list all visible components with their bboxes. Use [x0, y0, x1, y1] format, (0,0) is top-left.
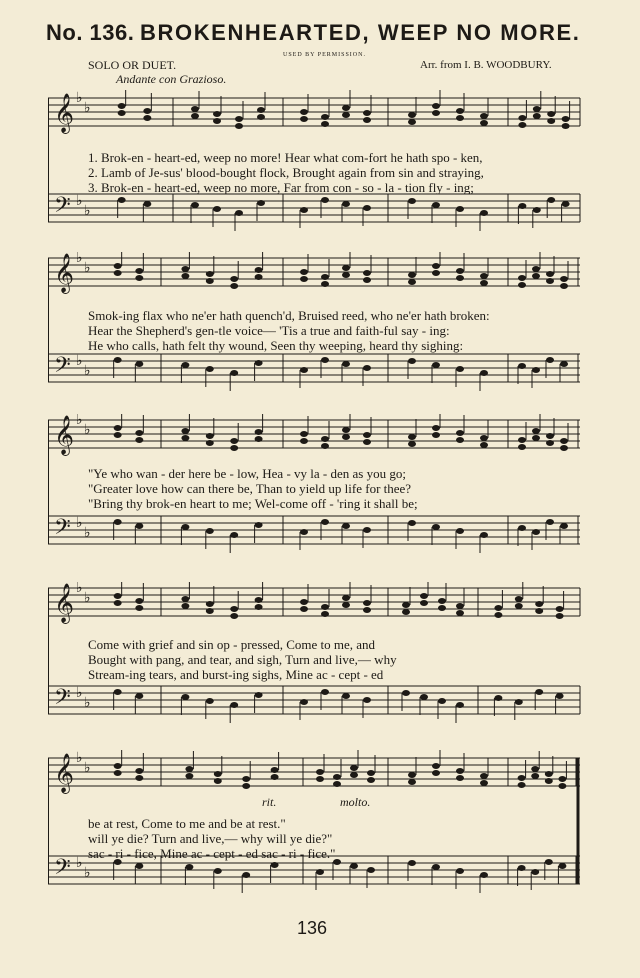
hymn-number: No. 136. [46, 20, 135, 45]
svg-text:♭: ♭ [76, 353, 83, 369]
svg-text:𝄢: 𝄢 [54, 855, 71, 885]
ritardando-marking: rit. [262, 795, 277, 809]
music-system-4 [48, 582, 584, 748]
lyric-line: Smok-ing flax who ne'er hath quench'd, Bruised reed, who ne'er hath broken: [88, 308, 490, 323]
arranger-credit: Arr. from I. B. WOODBURY. [420, 59, 552, 71]
svg-text:♭: ♭ [84, 590, 91, 606]
lyric-line: Bought with pang, and tear, and sigh, Turn and live,— why [88, 652, 397, 667]
svg-text:♭: ♭ [76, 685, 83, 701]
svg-text:♭: ♭ [76, 252, 83, 266]
lyric-line: 2. Lamb of Je-sus' blood-bought flock, Brought again from sin and straying, [88, 165, 484, 180]
svg-text:♭: ♭ [84, 260, 91, 276]
svg-text:♭: ♭ [84, 363, 91, 379]
svg-text:♭: ♭ [76, 414, 83, 428]
hymn-header [0, 12, 640, 52]
lyric-line: Stream-ing tears, and burst-ing sighs, Mine ac - cept - ed [88, 667, 384, 682]
lyric-line: be at rest, Come to me and be at rest." [88, 816, 286, 831]
svg-text:𝄞: 𝄞 [54, 583, 75, 623]
svg-text:♭: ♭ [84, 100, 91, 116]
svg-text:♭: ♭ [84, 422, 91, 438]
svg-text:𝄞: 𝄞 [54, 253, 75, 293]
lyric-line: sac - ri - fice, Mine ac - cept - ed sac - ri - fice." [88, 846, 336, 861]
lyric-line: Hear the Shepherd's gen-tle voice— 'Tis a true and faith-ful say - ing: [88, 323, 450, 338]
lyric-line: "Ye who wan - der here be - low, Hea - vy la - den as you go; [88, 466, 406, 481]
permission-note: USED BY PERMISSION. [283, 52, 366, 58]
lyric-line: Come with grief and sin op - pressed, Come to me, and [88, 637, 376, 652]
molto-marking: molto. [340, 795, 371, 809]
music-system-2 [48, 252, 584, 412]
svg-text:𝄞: 𝄞 [54, 753, 75, 793]
svg-text:♭: ♭ [84, 760, 91, 776]
svg-text:♭: ♭ [76, 855, 83, 871]
svg-text:𝄢: 𝄢 [54, 193, 71, 223]
lyric-line: 1. Brok-en - heart-ed, weep no more! Hear what com-fort he hath spo - ken, [88, 150, 483, 165]
svg-text:♭: ♭ [84, 865, 91, 881]
lyric-line: "Bring thy brok-en heart to me; Wel-come off - 'ring it shall be; [88, 496, 418, 511]
lyric-line: 3. Brok-en - heart-ed, weep no more, Far from con - so - la - tion fly - ing; [88, 180, 474, 195]
lyric-line: "Greater love how can there be, Than to yield up life for thee? [88, 481, 412, 496]
svg-text:♭: ♭ [84, 695, 91, 711]
hymn-title: BROKENHEARTED, WEEP NO MORE. [140, 20, 581, 45]
tempo-marking: Andante con Grazioso. [116, 72, 227, 86]
svg-text:♭: ♭ [76, 193, 83, 209]
page-number: 136 [297, 918, 328, 938]
svg-text:𝄢: 𝄢 [54, 515, 71, 545]
lyric-line: He who calls, hath felt thy wound, Seen thy weeping, heard thy sighing: [88, 338, 464, 353]
svg-text:𝄢: 𝄢 [54, 353, 71, 383]
lyric-line: will ye die? Turn and live,— why will ye die?" [88, 831, 333, 846]
svg-text:𝄞: 𝄞 [54, 415, 75, 455]
music-system-5 [48, 750, 584, 918]
performance-note: SOLO OR DUET. [88, 58, 177, 72]
svg-text:𝄢: 𝄢 [54, 685, 71, 715]
svg-text:𝄞: 𝄞 [54, 93, 75, 133]
svg-text:♭: ♭ [84, 525, 91, 541]
svg-text:♭: ♭ [76, 750, 83, 766]
svg-text:♭: ♭ [84, 203, 91, 219]
music-system-3 [48, 414, 584, 580]
svg-text:♭: ♭ [76, 515, 83, 531]
svg-text:♭: ♭ [76, 90, 83, 106]
music-system-1 [48, 90, 584, 250]
svg-text:♭: ♭ [76, 582, 83, 596]
